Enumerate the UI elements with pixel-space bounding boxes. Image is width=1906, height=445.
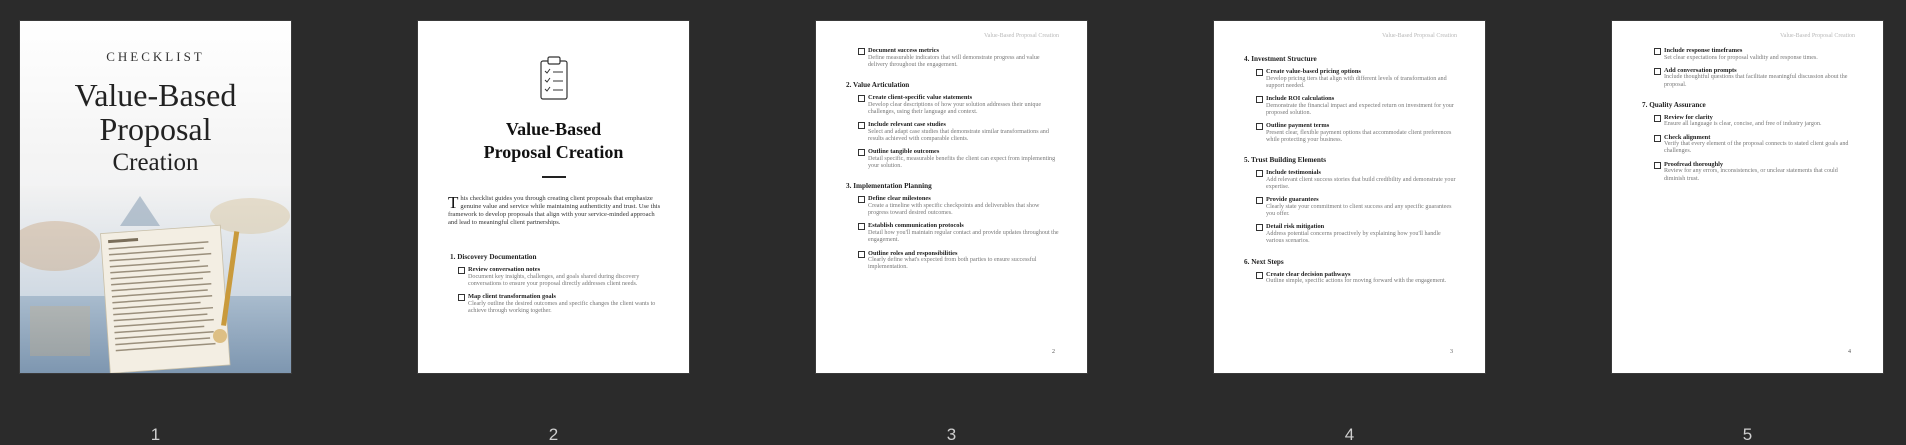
cover-kicker: CHECKLIST [106,49,205,64]
item-description: Review for any errors, inconsistencies, or unclear statements that could diminish trust. [1664,168,1838,182]
thumbnail-label: 5 [1742,425,1753,444]
checklist-content [1244,55,1459,290]
checklist-item [858,148,1061,170]
checklist-item [458,293,663,315]
checklist-item [1654,134,1857,156]
checkbox[interactable] [858,223,865,230]
page-number: 2 [1052,349,1055,355]
item-title: Create client-specific value statements [868,94,973,102]
running-header: Value-Based Proposal Creation [1382,33,1457,39]
item-title: Outline roles and responsibilities [868,249,958,257]
checkbox[interactable] [1256,96,1263,103]
item-description: Document key insights, challenges, and goals shared during discovery conversations to ensure your proposal directly addresses client needs. [468,273,640,287]
checkbox[interactable] [1654,48,1661,55]
section-heading: 4. Investment Structure [1244,55,1317,63]
drop-cap: T [448,193,459,212]
item-title: Check alignment [1664,133,1711,141]
checklist-item [1256,223,1459,245]
checklist-item [1256,122,1459,144]
checkbox[interactable] [858,48,865,55]
intro-text: his checklist guides you through creating client proposals that emphasize genuine value and service while maintaining authenticity and trust. Use this framework to develop proposals that align with your service-minded approach and lead to meaningful client partnerships. [448,195,661,226]
item-title: Include response timeframes [1664,47,1743,54]
checkbox[interactable] [858,149,865,156]
thumbnail-label: 2 [548,425,559,444]
section-heading: 5. Trust Building Elements [1244,156,1327,165]
page-thumbnail-5[interactable] [1612,21,1883,444]
item-description: Present clear, flexible payment options that accommodate client preferences while protecting your business. [1266,129,1452,143]
cover-title-line-3: Creation [112,149,199,176]
checkbox[interactable] [1256,123,1263,130]
item-title: Proofread thoroughly [1664,160,1724,168]
item-description: Outline simple, specific actions for moving forward with the engagement. [1266,278,1447,285]
item-description: Develop clear descriptions of how your solution addresses their unique challenges, using their language and context. [868,101,1042,115]
item-description: Select and adapt case studies that demonstrate similar transformations and results achieved with comparable clients. [868,128,1049,142]
checklist-item [858,250,1061,272]
checkbox[interactable] [1256,224,1263,231]
item-description: Ensure all language is clear, concise, and free of industry jargon. [1664,121,1822,128]
item-description: Demonstrate the financial impact and expected return on investment for your proposed solution. [1266,102,1454,116]
checkbox[interactable] [1256,69,1263,76]
section-heading: 7. Quality Assurance [1642,100,1706,109]
item-title: Create clear decision pathways [1266,270,1351,278]
section-heading: 6. Next Steps [1244,257,1284,266]
item-title: Document success metrics [868,47,939,54]
section-heading: 1. Discovery Documentation [450,253,537,261]
checklist-item [858,47,1061,69]
page-number: 3 [1450,349,1453,355]
item-title: Create value-based pricing options [1266,68,1361,75]
item-description: Define measurable indicators that will demonstrate progress and value delivery throughout the engagement. [868,54,1040,68]
checkbox[interactable] [1256,272,1263,279]
item-title: Include relevant case studies [868,121,946,129]
checklist-item [1256,95,1459,117]
checklist-item [1654,161,1857,183]
item-title: Provide guarantees [1266,196,1319,204]
item-title: Include ROI calculations [1266,95,1335,103]
checklist-content [1642,47,1857,188]
checkbox[interactable] [858,122,865,129]
page-number: 4 [1848,349,1851,355]
section-heading: 2. Value Articulation [846,81,910,90]
checklist-item [858,94,1061,116]
checkbox[interactable] [1654,68,1661,75]
checkbox[interactable] [1654,115,1661,122]
item-description: Clearly state your commitment to client success and any specific guarantees you offer. [1266,203,1452,218]
item-title: Review for clarity [1664,113,1713,121]
checkbox[interactable] [1256,170,1263,177]
item-title: Review conversation notes [468,266,541,273]
page-thumbnail-1[interactable] [20,21,291,444]
item-title: Establish communication protocols [868,222,964,230]
item-description: Create a timeline with specific checkpoints and deliverables that show progress toward desired outcomes. [868,202,1040,217]
checklist-item [1256,271,1459,286]
checkbox[interactable] [858,196,865,203]
checklist-item [1654,47,1857,62]
clipboard-checklist-icon [537,55,571,103]
page-4 [1214,21,1485,373]
checkbox[interactable] [858,251,865,258]
cover-title-line-2: Proposal [99,111,212,147]
item-description: Detail how you'll maintain regular contact and provide updates throughout the engagement. [868,229,1059,244]
thumbnail-label: 4 [1344,425,1355,444]
intro-paragraph [448,195,663,227]
item-description: Include thoughtful questions that facilitate meaningful discussion about the proposal. [1664,74,1848,88]
item-description: Verify that every element of the proposal connects to stated client goals and challenges. [1664,141,1849,155]
checklist-content [450,253,663,320]
item-title: Add conversation prompts [1664,66,1737,74]
checkbox[interactable] [1654,162,1661,169]
item-description: Address potential concerns proactively by explaining how you'll handle various scenarios. [1266,230,1441,245]
checkbox[interactable] [1256,197,1263,204]
page-2 [418,21,689,373]
checkbox[interactable] [458,267,465,274]
checklist-item [1256,68,1459,90]
cover-watercolor-illustration [20,186,291,373]
title-divider [542,176,566,178]
checklist-item [1256,169,1459,191]
thumbnail-label: 1 [150,425,161,444]
item-description: Clearly define what's expected from both parties to ensure successful implementation. [868,257,1037,271]
checklist-item [858,121,1061,143]
running-header: Value-Based Proposal Creation [1780,33,1855,39]
section-heading: 3. Implementation Planning [846,182,932,191]
item-description: Develop pricing tiers that align with different levels of transformation and support needed. [1266,75,1447,89]
checklist-item [1256,196,1459,218]
checklist-item [858,195,1061,217]
item-title: Outline tangible outcomes [868,148,940,156]
page-thumbnail-3[interactable] [816,21,1087,444]
checkbox[interactable] [458,294,465,301]
item-title: Outline payment terms [1266,122,1330,130]
checklist-content [846,47,1061,277]
page-title-line-1: Value-Based [505,119,602,139]
thumbnail-label: 3 [946,425,957,444]
page-5 [1612,21,1883,373]
item-description: Add relevant client success stories that build credibility and demonstrate your expertise. [1266,176,1456,191]
checkbox[interactable] [858,95,865,102]
cover-page [20,21,291,373]
page-3 [816,21,1087,373]
checkbox[interactable] [1654,135,1661,142]
checklist-item [858,222,1061,244]
cover-title-line-1: Value-Based [74,77,237,113]
page-thumbnail-4[interactable] [1214,21,1485,444]
item-description: Set clear expectations for proposal validity and response times. [1664,54,1818,61]
running-header: Value-Based Proposal Creation [984,33,1059,39]
item-description: Detail specific, measurable benefits the client can expect from implementing your solution. [868,155,1056,170]
page-title-line-2: Proposal Creation [483,142,624,162]
checklist-item [1654,114,1857,129]
checklist-item [1654,67,1857,89]
item-title: Include testimonials [1266,169,1321,177]
item-description: Clearly outline the desired outcomes and specific changes the client wants to achieve through working together. [468,300,656,314]
checklist-item [458,266,663,288]
item-title: Define clear milestones [868,195,931,203]
page-thumbnail-2[interactable] [418,21,689,444]
item-title: Detail risk mitigation [1266,223,1325,231]
item-title: Map client transformation goals [468,293,556,301]
